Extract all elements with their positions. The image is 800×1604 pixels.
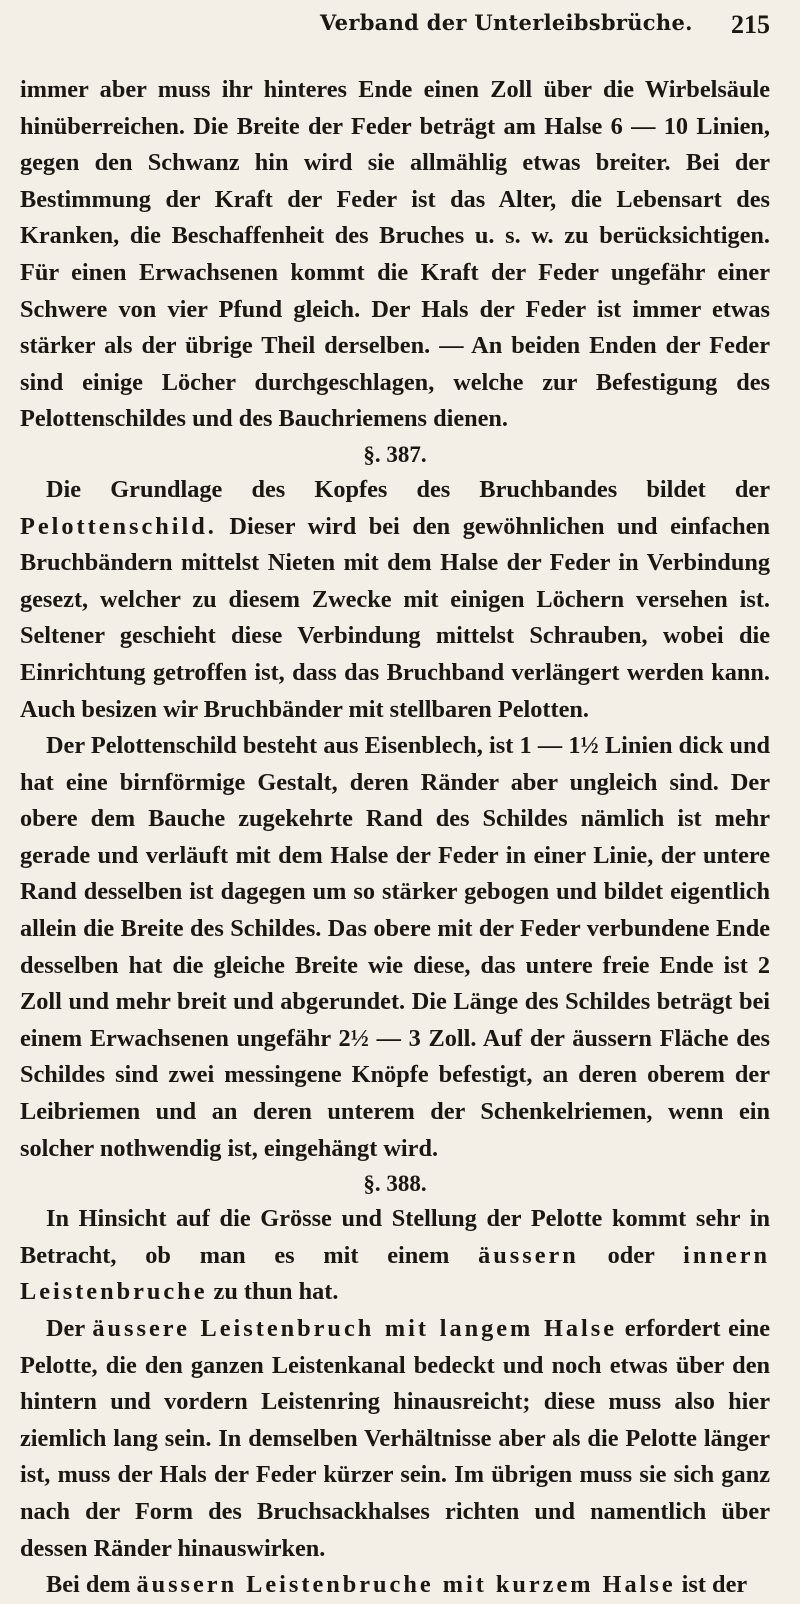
paragraph-pelotte-size bbox=[20, 1201, 770, 1311]
paragraph-text: erfordert eine Pelotte, die den ganzen Leistenkanal bedeckt und noch etwas über den hintern und vordern Leistenring hinausreicht; diese muss also hier ziemlich lang sein. In demselben Verhältnisse aber als die Pelotte länger ist, muss der Hals der Feder kürzer sein. Im übrigen muss sie sich ganz nach der Form des Bruchsackhalses richten und namentlich über dessen Ränder hinauswirken. bbox=[20, 1315, 770, 1562]
emphasized-term: äussern bbox=[478, 1241, 579, 1269]
paragraph-text: In Hinsicht auf die Grösse und Stellung der Pelotte kommt sehr in Betracht, ob man es mit einem bbox=[20, 1205, 770, 1269]
emphasized-term: innern Leistenbruche bbox=[20, 1241, 770, 1306]
page-number: 215 bbox=[731, 10, 770, 39]
paragraph-text: ist der bbox=[675, 1571, 748, 1599]
paragraph-text: Der bbox=[46, 1315, 93, 1342]
paragraph-text: Bei dem bbox=[46, 1571, 137, 1599]
emphasized-term: äussere Leistenbruch mit langem Halse bbox=[92, 1315, 618, 1342]
paragraph-pelottenschild bbox=[20, 472, 770, 728]
running-title: Verband der Unterleibsbrüche. bbox=[320, 10, 693, 35]
section-heading-388: §. 388. bbox=[363, 1171, 427, 1197]
paragraph-text: Dieser wird bei den gewöhnlichen und einfachen Bruchbändern mittelst Nieten mit dem Halse der Feder in Verbindung gesezt, welcher zu diesem Zwecke mit einigen Löchern versehen ist. Seltener geschieht diese Verbindung mittelst Schrauben, wobei die Einrichtung getroffen ist, dass das Bruchband verlängert werden kann. Auch besizen wir Bruchbänder mit stellbaren Pelotten. bbox=[20, 512, 770, 723]
emphasized-term: äussern Leistenbruche mit kurzem Halse bbox=[136, 1571, 676, 1599]
paragraph-text: Die Grundlage des Kopfes des Bruchbandes bildet der bbox=[46, 475, 770, 503]
running-header bbox=[20, 10, 770, 46]
body-text bbox=[20, 72, 770, 1604]
paragraph-long-neck bbox=[20, 1311, 770, 1567]
paragraph-text: zu thun hat. bbox=[207, 1278, 339, 1306]
paragraph-short-neck bbox=[20, 1567, 770, 1604]
emphasized-term: Pelottenschild. bbox=[20, 512, 217, 540]
section-heading-387: §. 387. bbox=[363, 441, 427, 467]
paragraph-continuation bbox=[20, 72, 770, 438]
paragraph-text: oder bbox=[578, 1241, 684, 1269]
paragraph-pelottenschild-description bbox=[20, 728, 770, 1167]
paragraph-text: Der Pelottenschild besteht aus Eisenblech, ist 1 — 1½ Linien dick und hat eine birnförmige Gestalt, deren Ränder aber ungleich sind. Der obere dem Bauche zugekehrte Rand des Schildes nämlich ist mehr gerade und verläuft mit dem Halse der Feder in einer Linie, der untere Rand desselben ist dagegen um so stärker gebogen und bildet eigentlich allein die Breite des Schildes. Das obere mit der Feder verbundene Ende desselben hat die gleiche Breite wie diese, das untere freie Ende ist 2 Zoll und mehr breit und abgerundet. Die Länge des Schildes beträgt bei einem Erwachsenen ungefähr 2½ — 3 Zoll. Auf der äussern Fläche des Schildes sind zwei messingene Knöpfe befestigt, an deren oberem der Leibriemen und an deren unterem der Schenkelriemen, wenn ein solcher nothwendig ist, eingehängt wird. bbox=[20, 732, 770, 1162]
paragraph-text: immer aber muss ihr hinteres Ende einen Zoll über die Wirbelsäule hinüberreichen. Die Breite der Feder beträgt am Halse 6 — 10 Linien, gegen den Schwanz hin wird sie allmählig etwas breiter. Bei der Bestimmung der Kraft der Feder ist das Alter, die Lebensart des Kranken, die Beschaffenheit des Bruches u. s. w. zu berücksichtigen. Für einen Erwachsenen kommt die Kraft der Feder ungefähr einer Schwere von vier Pfund gleich. Der Hals der Feder ist immer etwas stärker als der übrige Theil derselben. — An beiden Enden der Feder sind einige Löcher durchgeschlagen, welche zur Befestigung des Pelottenschildes und des Bauchriemens dienen. bbox=[20, 76, 770, 433]
